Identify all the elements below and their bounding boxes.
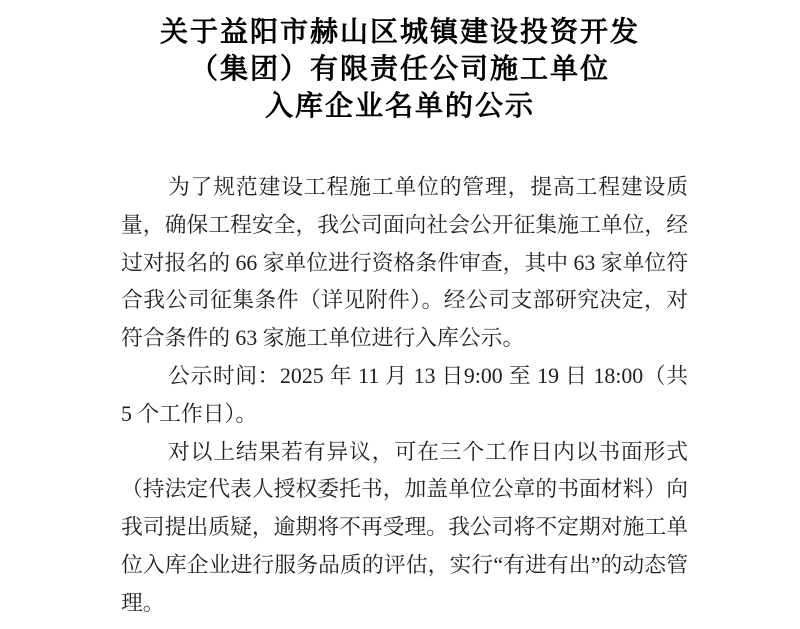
paragraph-publicity-period: 公示时间：2025 年 11 月 13 日9:00 至 19 日 18:00（共 5 个工作日）。 (121, 363, 688, 426)
document-title (0, 13, 800, 124)
paragraph-intro: 为了规范建设工程施工单位的管理，提高工程建设质量，确保工程安全，我公司面向社会公开征集施工单位，经过对报名的 66 家单位进行资格条件审查，其中 63 家单位符合我公司征集条件（详见附件）。经公司支部研究决定，对符合条件的 63 家施工单位进行入库公示。 (121, 175, 688, 351)
title-line-2: （集团）有限责任公司施工单位 (189, 53, 610, 84)
document-body (121, 169, 688, 623)
title-line-1: 关于益阳市赫山区城镇建设投资开发 (159, 16, 640, 47)
title-line-3: 入库企业名单的公示 (264, 90, 535, 121)
document-page (0, 13, 800, 629)
paragraph-objection-procedure: 对以上结果若有异议，可在三个工作日内以书面形式（持法定代表人授权委托书，加盖单位公章的书面材料）向我司提出质疑，逾期将不再受理。我公司将不定期对施工单位入库企业进行服务品质的评估，实行“有进有出”的动态管理。 (121, 439, 688, 615)
